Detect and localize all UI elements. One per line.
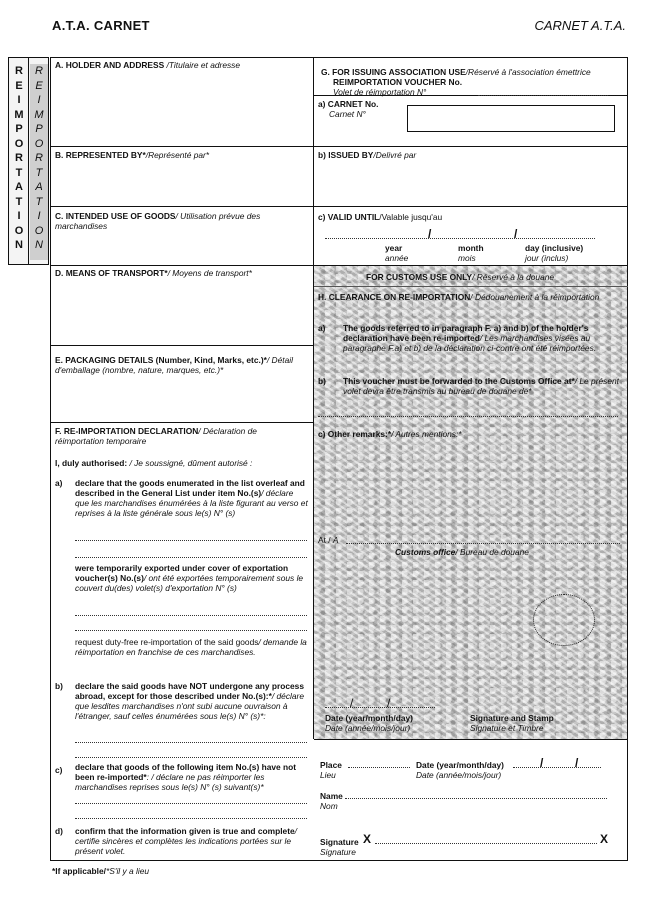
sidebar-letter-bold-9: T	[15, 195, 23, 208]
section-h-label: H. CLEARANCE ON RE-IMPORTATION/ Dédouanement à la réimportation	[318, 292, 600, 302]
sidebar-letter-italic-0: R	[35, 65, 43, 77]
fd-text: confirm that the information given is true and complete/ certifie sincères et complètes les indications portées sur le présent volet.	[75, 826, 297, 857]
sidebar-letter-bold-11: O	[14, 224, 24, 237]
sidebar-letter-bold-1: E	[15, 79, 23, 92]
section-f-intro: I, duly authorised: / Je soussigné, dûment autorisé :	[55, 458, 253, 468]
footer-note: *If applicable/*S'il y a lieu	[52, 866, 150, 876]
at-field[interactable]	[346, 543, 620, 544]
date2-field[interactable]	[513, 767, 601, 768]
carnet-no-label: a) CARNET No.	[318, 99, 379, 109]
section-c-label: C. INTENDED USE OF GOODS/ Utilisation prévue des marchandises	[55, 211, 261, 232]
fa-label: a)	[55, 478, 63, 488]
fd-label: d)	[55, 826, 63, 836]
sidebar-letter-bold-2: I	[17, 94, 21, 106]
sidebar-letter-bold-4: P	[15, 123, 23, 135]
sidebar-letter-italic-11: O	[34, 224, 44, 237]
sidebar-letter-italic-2: I	[37, 94, 41, 106]
header-right-title: CARNET A.T.A.	[534, 18, 626, 33]
section-e-label: E. PACKAGING DETAILS (Number, Kind, Marks, etc.)*/ Détail d'emballage (nombre, nature, marques, etc.)*	[55, 355, 293, 376]
signature-field[interactable]	[375, 843, 597, 844]
sidebar-letters-italic	[30, 64, 48, 260]
place-field[interactable]	[348, 767, 410, 768]
month-label: month	[458, 243, 484, 253]
other-remarks-label: c) Other remarks:*/ Autres mentions:*	[318, 429, 462, 439]
signature-stamp-label: Signature and Stamp	[470, 713, 554, 723]
voucher-no-label: REIMPORTATION VOUCHER No.	[333, 77, 463, 87]
sidebar-letter-italic-8: A	[35, 181, 43, 193]
sidebar-letter-bold-8: A	[15, 181, 23, 193]
fb-label: b)	[55, 681, 63, 691]
fa3-text: request duty-free re-importation of the said goods/ demande la réimportation en franchise de ces marchandises.	[75, 637, 307, 658]
fa2-text: were temporarily exported under cover of exportation voucher(s) No.(s)/ ont été exportées temporairement sous le couvert du(des) volet(s) d'exportation N° (s)	[75, 563, 304, 594]
header-left-title: A.T.A. CARNET	[52, 18, 150, 33]
signature-label: Signature	[320, 837, 359, 847]
voucher-no-field[interactable]	[478, 95, 608, 96]
sidebar-letter-italic-4: P	[35, 123, 43, 135]
day-label: day (inclusive)	[525, 243, 584, 253]
sidebar-letter-bold-10: I	[17, 210, 21, 222]
clearance-date-label: Date (year/month/day)	[325, 713, 413, 723]
sidebar-letter-italic-3: M	[34, 108, 44, 121]
section-b-label: B. REPRESENTED BY*/Représenté par*	[55, 150, 210, 160]
sidebar-letter-italic-1: E	[35, 79, 43, 92]
sidebar-letter-italic-12: N	[35, 239, 43, 251]
clearance-date-field[interactable]	[325, 707, 435, 708]
reimportation-sidebar	[8, 57, 49, 265]
fc-label: c)	[55, 765, 63, 775]
fb-text: declare the said goods have NOT undergone any process abroad, except for those described under No.(s):*/ déclare que lesdites marchandises n'ont subi aucune ouvraison à l'étranger, sauf celles énumérées sous le(s) N° (s)*:	[75, 681, 304, 722]
sidebar-letter-italic-7: T	[35, 166, 43, 179]
fc-text: declare that goods of the following item No.(s) have not been re-imported*: / déclare ne pas réimporter les marchandises reprises sous le(s) N° (s) suivant(s)*	[75, 762, 297, 793]
sidebar-letter-italic-5: O	[34, 137, 44, 150]
year-label: year	[385, 243, 403, 253]
sidebar-letter-bold-7: T	[15, 166, 23, 179]
sidebar-letter-bold-6: R	[15, 152, 23, 164]
customs-only-label: FOR CUSTOMS USE ONLY/ Réservé à la douane	[366, 272, 555, 282]
hb-text: This voucher must be forwarded to the Customs Office at*/ Le présent volet devra être transmis au bureau de douane de*	[343, 376, 619, 397]
center-divider	[313, 57, 314, 739]
date2-label: Date (year/month/day)	[416, 760, 504, 770]
sidebar-letters-bold	[10, 64, 28, 253]
place-label: Place	[320, 760, 342, 770]
sidebar-letter-bold-3: M	[14, 108, 24, 121]
voucher-no-label-fr: Volet de réimportation N°	[333, 87, 427, 97]
fa-text: declare that the goods enumerated in the list overleaf and described in the General List under item No.(s)/ déclare que les marchandises énumérées à la liste figurant au verso et reprises à la liste générale sous le(s) N° (s)	[75, 478, 308, 519]
valid-until-label: c) VALID UNTIL/Valable jusqu'au	[318, 212, 443, 222]
sidebar-letter-italic-10: I	[37, 210, 41, 222]
section-g-label: G. FOR ISSUING ASSOCIATION USE/Réservé à l'association émettrice	[321, 67, 591, 77]
carnet-no-label-fr: Carnet N°	[329, 109, 366, 119]
customs-office-at-field[interactable]	[318, 416, 618, 417]
sidebar-letter-italic-6: R	[35, 152, 43, 164]
signature-x-start: X	[363, 832, 372, 846]
issued-by-label: b) ISSUED BY/Delivré par	[318, 150, 417, 160]
signature-x-end: X	[600, 832, 609, 846]
sidebar-letter-bold-12: N	[15, 239, 23, 251]
ha-text: The goods referred to in paragraph F. a) and b) of the holder's declaration have been re-imported/ Les marchandises visées au paragraphe F.a) et b) de la déclaration ci-contre ont été réimportées.	[343, 323, 597, 354]
at-label: At / A	[318, 535, 339, 545]
carnet-no-box[interactable]	[407, 105, 615, 132]
section-a-label: A. HOLDER AND ADDRESS /Titulaire et adresse	[55, 60, 241, 70]
section-f-label: F. RE-IMPORTATION DECLARATION/ Déclaration de réimportation temporaire	[55, 426, 257, 447]
name-label: Name	[320, 791, 343, 801]
sidebar-letter-bold-0: R	[15, 65, 23, 77]
stamp-circle	[533, 594, 595, 646]
section-d-label: D. MEANS OF TRANSPORT*/ Moyens de transport*	[55, 268, 252, 278]
name-field[interactable]	[345, 798, 607, 799]
sidebar-letter-italic-9: T	[35, 195, 43, 208]
valid-until-field[interactable]	[325, 238, 595, 239]
customs-office-label: Customs office/ Bureau de douane	[395, 547, 529, 557]
sidebar-letter-bold-5: O	[14, 137, 24, 150]
